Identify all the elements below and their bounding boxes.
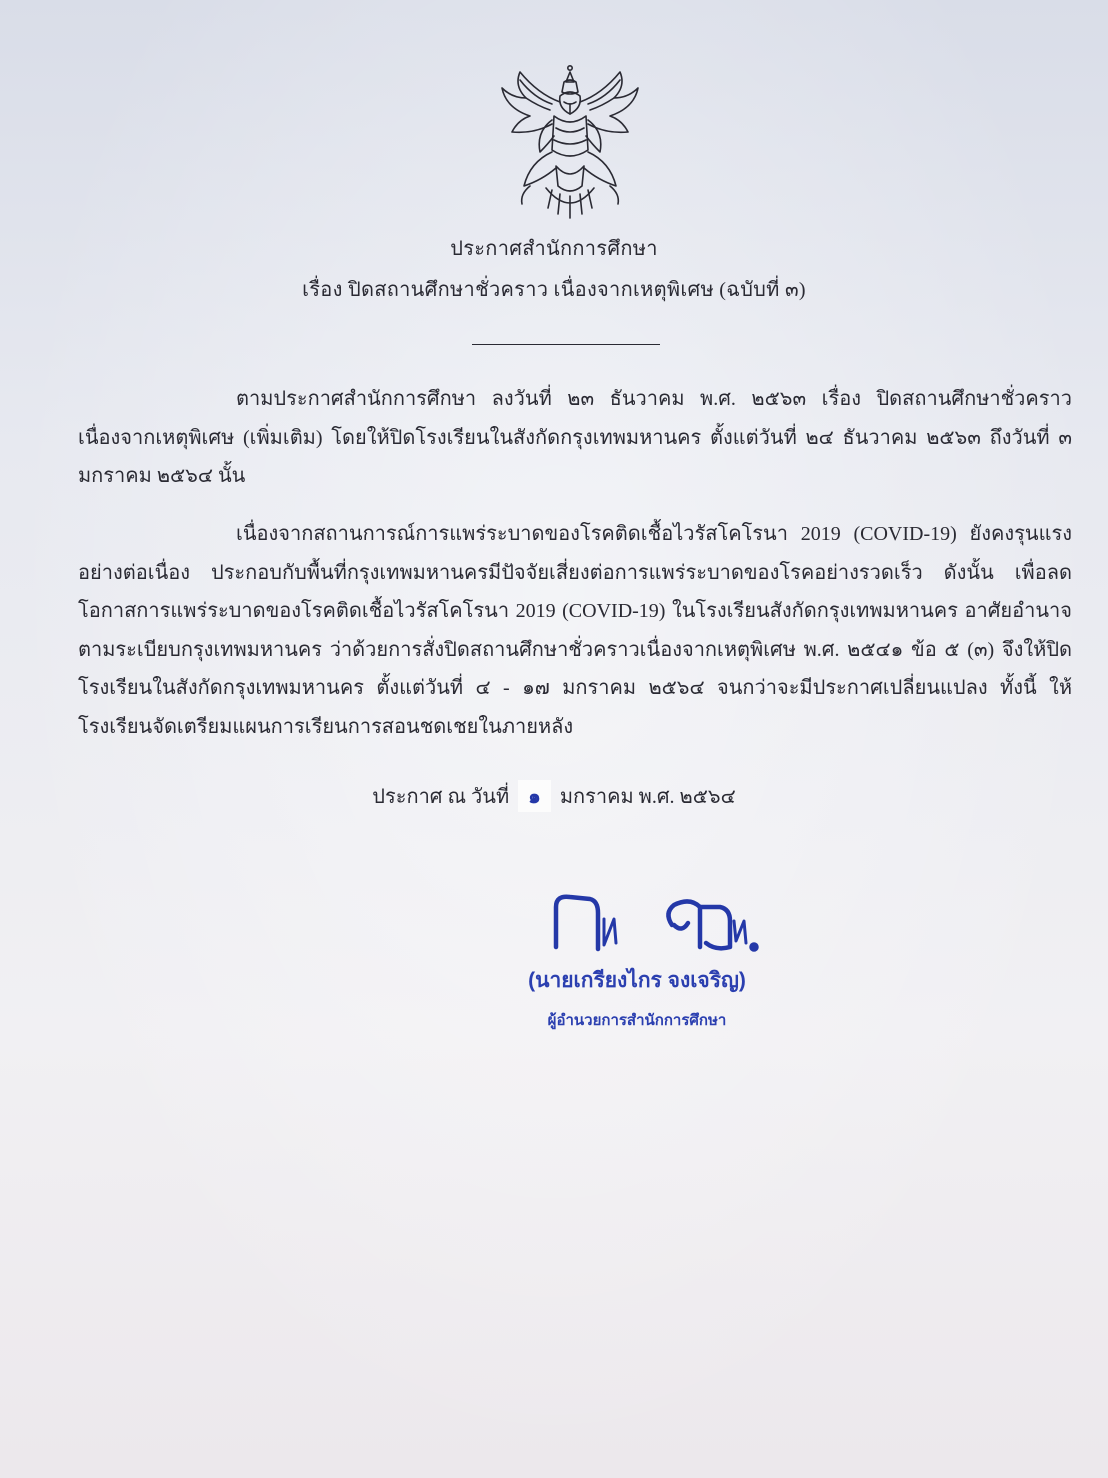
announcement-date-line <box>0 780 1108 812</box>
announcement-prefix: ประกาศ ณ วันที่ <box>372 786 510 808</box>
garuda-emblem-icon <box>490 58 650 223</box>
signer-title: ผู้อำนวยการสำนักการศึกษา <box>547 1012 727 1029</box>
announcement-day: ๑ <box>518 780 551 812</box>
announcement-suffix: มกราคม พ.ศ. ๒๕๖๔ <box>559 786 736 808</box>
document-heading: ประกาศสำนักการศึกษา <box>450 238 658 260</box>
body-paragraph-1: ตามประกาศสำนักการศึกษา ลงวันที่ ๒๓ ธันวาคม พ.ศ. ๒๕๖๓ เรื่อง ปิดสถานศึกษาชั่วคราว เนื่องจากเหตุพิเศษ (เพิ่มเติม) โดยให้ปิดโรงเรียนในสังกัดกรุงเทพมหานคร ตั้งแต่วันที่ ๒๔ ธันวาคม ๒๕๖๓ ถึงวันที่ ๓ มกราคม ๒๕๖๔ นั้น <box>78 388 1072 487</box>
handwritten-signature-icon <box>540 885 780 965</box>
heading-divider <box>472 344 660 345</box>
document-subject: เรื่อง ปิดสถานศึกษาชั่วคราว เนื่องจากเหตุพิเศษ (ฉบับที่ ๓) <box>302 279 806 301</box>
signer-name: (นายเกรียงไกร จงเจริญ) <box>528 969 746 992</box>
body-paragraph-2: เนื่องจากสถานการณ์การแพร่ระบาดของโรคติดเชื้อไวรัสโคโรนา 2019 (COVID-19) ยังคงรุนแรงอย่างต่อเนื่อง ประกอบกับพื้นที่กรุงเทพมหานครมีปัจจัยเสี่ยงต่อการแพร่ระบาดของโรคอย่างรวดเร็ว ดังนั้น เพื่อลดโอกาสการแพร่ระบาดของโรคติดเชื้อไวรัสโคโรนา 2019 (COVID-19) ในโรงเรียนสังกัดกรุงเทพมหานคร อาศัยอำนาจตามระเบียบกรุงเทพมหานคร ว่าด้วยการสั่งปิดสถานศึกษาชั่วคราวเนื่องจากเหตุพิเศษ พ.ศ. ๒๕๔๑ ข้อ ๕ (๓) จึงให้ปิดโรงเรียนในสังกัดกรุงเทพมหานคร ตั้งแต่วันที่ ๔ - ๑๗ มกราคม ๒๕๖๔ จนกว่าจะมีประกาศเปลี่ยนแปลง ทั้งนี้ ให้โรงเรียนจัดเตรียมแผนการเรียนการสอนชดเชยในภายหลัง <box>78 523 1072 738</box>
